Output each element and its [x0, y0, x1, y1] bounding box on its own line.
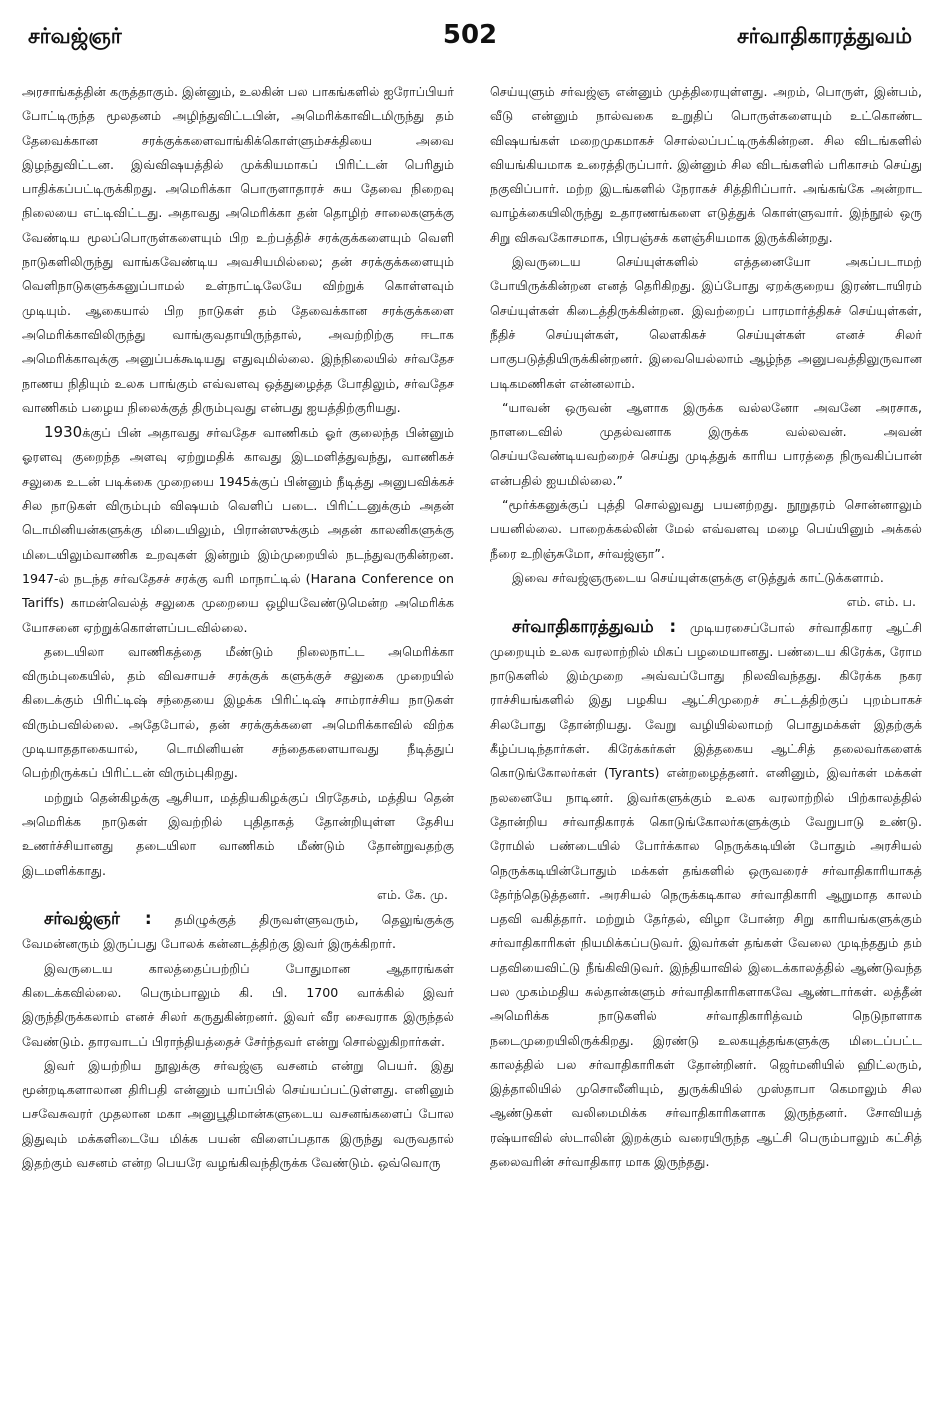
paragraph: [22, 420, 454, 640]
author-signature: எம். எம். ப.: [846, 594, 916, 610]
paragraph: இவை சர்வஜ்ஞருடைய செய்யுள்களுக்கு எடுத்துக் காட்டுக்களாம்.: [512, 569, 884, 585]
paragraph-text: முடியரசைப்போல் சர்வாதிகார ஆட்சி முறையும் உலக வரலாற்றில் மிகப் பழமையானது. பண்டைய கிரேக்க, ரோம நாடுகளில் இம்முறை அவ்வப்போது நிலவிவந்தது. கிரேக்க நகர ராச்சியங்களில் இது பழகிய ஆட்சிமுறைச் சட்டத்திற்குப் புறம்பாகச் சிலபோது தோன்றியது. வேறு வழியில்லாமற் பொதுமக்கள் இதற்குக் கீழ்ப்படிந்தார்கள். கிரேக்கர்கள் இத்தகைய ஆட்சித் தலைவர்களைக் கொடுங்கோலர்கள் (Tyrants) என்றழைத்தனர். எனினும், இவர்கள் மக்கள் நலனையே நாடினர். இவர்களுக்கும் உலக வரலாற்றில் பிற்காலத்தில் தோன்றிய சர்வாதிகாரக் கொடுங்கோலர்களுக்கும் வேறுபாடு உண்டு. ரோமில் பண்டையில் போர்க்கால நெருக்கடியின் போதும் அரசியல் நெருக்கடியின்போதும் மக்கள் தங்களில் ஒருவரைச் சர்வாதிகாரியாகத் தேர்ந்தெடுத்தனர். அரசியல் நெருக்கடிகால சர்வாதிகாரி ஆறுமாத காலம் பதவி வகித்தார். மற்றும் தேர்தல், விழா போன்ற சிறு காரியங்களுக்கும் சர்வாதிகாரிகள் நியமிக்கப்படுவர். இவர்கள் தங்கள் வேலை முடிந்ததும் தம் பதவியைவிட்டு நீங்கிவிடுவர். இந்தியாவில் இடைக்காலத்தில் ஆண்டுவந்த பல முகம்மதிய சுல்தான்களும் சர்வாதிகாரிகளாகவே ஆண்டார்கள். லத்தீன் அமெரிக்க நாடுகளில் சர்வாதிகாரித்வம் நெடுநாளாக நடைமுறையிலிருக்கிறது. இரண்டு உலகயுத்தங்களுக்கு மிடைப்பட்ட காலத்தில் பல சர்வாதிகாரிகள் தோன்றினர். ஜெர்மனியில் ஹிட்லரும், இத்தாலியில் முசொலீனியும், துருக்கியில் முஸ்தாபா கெமாலும் சில ஆண்டுகள் வலிமைமிக்க சர்வாதிகாரிகளாக இருந்தனர். சோவியத் ரஷ்யாவில் ஸ்டாலின் இறக்கும் வரையிருந்த ஆட்சி பெரும்பாலும் கட்சித் தலைவரின் சர்வாதிகார மாக இருந்தது.: [490, 619, 922, 1170]
running-head-right: சர்வாதிகாரத்துவம்: [736, 24, 912, 48]
paragraph: மற்றும் தென்கிழக்கு ஆசியா, மத்தியகிழக்குப் பிரதேசம், மத்திய தென் அமெரிக்க நாடுகள் இவற்றில் புதிதாகத் தோன்றியுள்ள தேசிய உணர்ச்சியானது தடையிலா வாணிகம் மீண்டும் தோன்றுவதற்கு இடமளிக்காது.: [22, 789, 454, 878]
paragraph: தடையிலா வாணிகத்தை மீண்டும் நிலைநாட்ட அமெரிக்கா விரும்புகையில், தம் விவசாயச் சரக்குக் களுக்குச் சலுகை முறையில் கிடைக்கும் பிரிட்டிஷ் சந்தையை இழக்க பிரிட்டிஷ் சாம்ராச்சிய நாடுகள் விரும்பவில்லை. அதேபோல், தன் சரக்குக்களை அமெரிக்காவில் விற்க முடியாததாகையால், டொமினியன் சந்தைகளையாவது நீடித்துப் பெற்றிருக்கப் பிரிட்டன் விரும்புகிறது.: [22, 643, 454, 781]
entry-paragraph: [22, 907, 454, 957]
quote: “மூர்க்கனுக்குப் புத்தி சொல்லுவது பயனற்றது. நூறுதரம் சொன்னாலும் பயனில்லை. பாறைக்கல்லின் மேல் எவ்வளவு மழை பெய்யினும் அக்கல் நீரை உறிஞ்சுமோ, சர்வஜ்ஞா”.: [490, 497, 922, 561]
paragraph-text: தமிழுக்குத் திருவள்ளுவரும், தெலுங்குக்கு வேமன்னரும் இருப்பது போலக் கன்னடத்திற்கு இவர் இருக்கிறார்.: [22, 912, 454, 952]
entry-title: சர்வஜ்ஞர் :: [44, 909, 152, 930]
quote: “யாவன் ஒருவன் ஆளாக இருக்க வல்லனோ அவனே அரசாக, நாளடைவில் முதல்வனாக இருக்க வல்லவன். அவன் செய்யவேண்டியவற்றைச் செய்து முடித்துக் காரிய பாரத்தை நிருவகிப்பான் என்பதில் ஐயமில்லை.”: [490, 399, 922, 488]
running-head-left: சர்வஜ்ஞர்: [28, 24, 122, 48]
paragraph: இவருடைய காலத்தைப்பற்றிப் போதுமான ஆதாரங்கள் கிடைக்கவில்லை. பெரும்பாலும் கி. பி. 1700 வாக்கில் இவர் இருந்திருக்கலாம் எனச் சிலர் கருதுகின்றனர். இவர் வீர சைவராக இருந்தல் வேண்டும். தாரவாடப் பிராந்தியத்தைச் சேர்ந்தவர் என்று சொல்லுகிறார்கள்.: [22, 960, 454, 1049]
left-column: [22, 80, 454, 1175]
paragraph: இவர் இயற்றிய நூலுக்கு சர்வஜ்ஞ வசனம் என்று பெயர். இது மூன்றடிகளாலான திரிபதி என்னும் யாப்பில் செய்யப்பட்டுள்ளது. எனினும் பசவேசுவரர் முதலான மகா அனுபூதிமான்களுடைய வசனங்களைப் போல இதுவும் மக்களிடையே மிக்க பயன் விளைப்பதாக இருந்து வருவதால் இதற்கும் வசனம் என்ற பெயரே வழங்கிவந்திருக்க வேண்டும். ஒவ்வொரு: [22, 1057, 454, 1171]
year-text: 1930: [44, 423, 83, 442]
entry-title: சர்வாதிகாரத்துவம் :: [512, 616, 677, 637]
right-column: [490, 80, 922, 1174]
paragraph: அரசாங்கத்தின் கருத்தாகும். இன்னும், உலகின் பல பாகங்களில் ஐரோப்பியர் போட்டிருந்த மூலதனம் அழிந்துவிட்டபின், அமெரிக்காவிடமிருந்து தம் தேவைக்கான சரக்குக்களைவாங்கிக்கொள்ளும்சக்தியை அவை இழந்துவிட்டன. இவ்விஷயத்தில் முக்கியமாகப் பிரிட்டன் பெரிதும் பாதிக்கப்பட்டிருக்கிறது. அமெரிக்கா பொருளாதாரச் சுய தேவை நிறைவு நிலையை எட்டிவிட்டது. அதாவது அமெரிக்கா தன் தொழிற் சாலைகளுக்கு வேண்டிய மூலப்பொருள்களையும் பிற உற்பத்திச் சரக்குக்களையும் வெளி நாடுகளிலிருந்து வாங்கவேண்டிய அவசியமில்லை; தன் சரக்குக்களையும் வெளிநாடுகளுக்கனுப்பாமல் உள்நாட்டிலேயே விற்றுக் கொள்ளவும் முடியும். ஆகையால் பிற நாடுகள் தம் தேவைக்கான சரக்குக்களை அமெரிக்காவிலிருந்து வாங்குவதாயிருந்தால், அவற்றிற்கு ஈடாக அமெரிக்காவுக்கு அனுப்பக்கூடியது எதுவுமில்லை. இந்நிலையில் சர்வதேச நாணய நிதியும் உலக பாங்கும் எவ்வளவு ஒத்துழைத்த போதிலும், சர்வதேச வாணிகம் பழைய நிலைக்குத் திரும்புவது என்பது ஐயத்திற்குரியது.: [22, 84, 454, 415]
entry-paragraph: [490, 615, 922, 1175]
author-signature: எம். கே. மு.: [377, 886, 448, 902]
paragraph-text: க்குப் பின் அதாவது சர்வதேச வாணிகம் ஓர் குலைந்த பின்னும் ஓரளவு குறைந்த அளவு ஏற்றுமதிக் காவது இடமளித்துவந்து, வாணிகச் சலுகை உடன் படிக்கை முறையை 1945க்குப் பின்னும் நீடித்து அனுபவிக்கச் சில நாடுகள் விரும்பும் விஷயம் வெளிப் படை. பிரிட்டனுக்கும் அதன் டொமினியன்களுக்கு மிடையிலும், பிரான்ஸுக்கும் அதன் காலனிகளுக்கு மிடையிலும்வாணிக உறவுகள் இன்றும் இம்முறையில் நடந்துவருகின்றன. 1947-ல் நடந்த சர்வதேசச் சரக்கு வரி மாநாட்டில் (Harana Conference on Tariffs) காமன்வெல்த் சலுகை முறையை ஒழியவேண்டுமென்ற அமெரிக்க யோசனை ஏற்றுக்கொள்ளப்படவில்லை.: [22, 425, 454, 635]
page-number: 502: [442, 20, 498, 50]
paragraph: இவருடைய செய்யுள்களில் எத்தனையோ அகப்படாமற் போயிருக்கின்றன எனத் தெரிகிறது. இப்போது ஏறக்குறைய இரண்டாயிரம் செய்யுள்கள் கிடைத்திருக்கின்றன. இவற்றைப் பாரமார்த்திகச் செய்யுள்கள், நீதிச் செய்யுள்கள், லௌகிகச் செய்யுள்கள் எனச் சிலர் பாகுபடுத்தியிருக்கின்றனர். இவையெல்லாம் ஆழ்ந்த அனுபவத்திலுருவான படிகமணிகள் என்னலாம்.: [490, 254, 922, 391]
paragraph: செய்யுளும் சர்வஜ்ஞ என்னும் முத்திரையுள்ளது. அறம், பொருள், இன்பம், வீடு என்னும் நால்வகை உறுதிப் பொருள்களையும் உட்கொண்ட விஷயங்கள் மறைமுகமாகச் சொல்லப்பட்டிருக்கின்றன. சில விடங்களில் வியங்கியமாக உரைத்திருப்பார். இன்னும் சில விடங்களில் பரிகாசம் செய்து நகுவிப்பார். மற்ற இடங்களில் நேராகச் சித்திரிப்பார். அங்கங்கே அன்றாட வாழ்க்கையிலிருந்து உதாரணங்களை எடுத்துக் கொள்ளுவார். இந்நூல் ஒரு சிறு விசுவகோசமாக, பிரபஞ்சக் களஞ்சியமாக இருக்கின்றது.: [490, 84, 922, 245]
